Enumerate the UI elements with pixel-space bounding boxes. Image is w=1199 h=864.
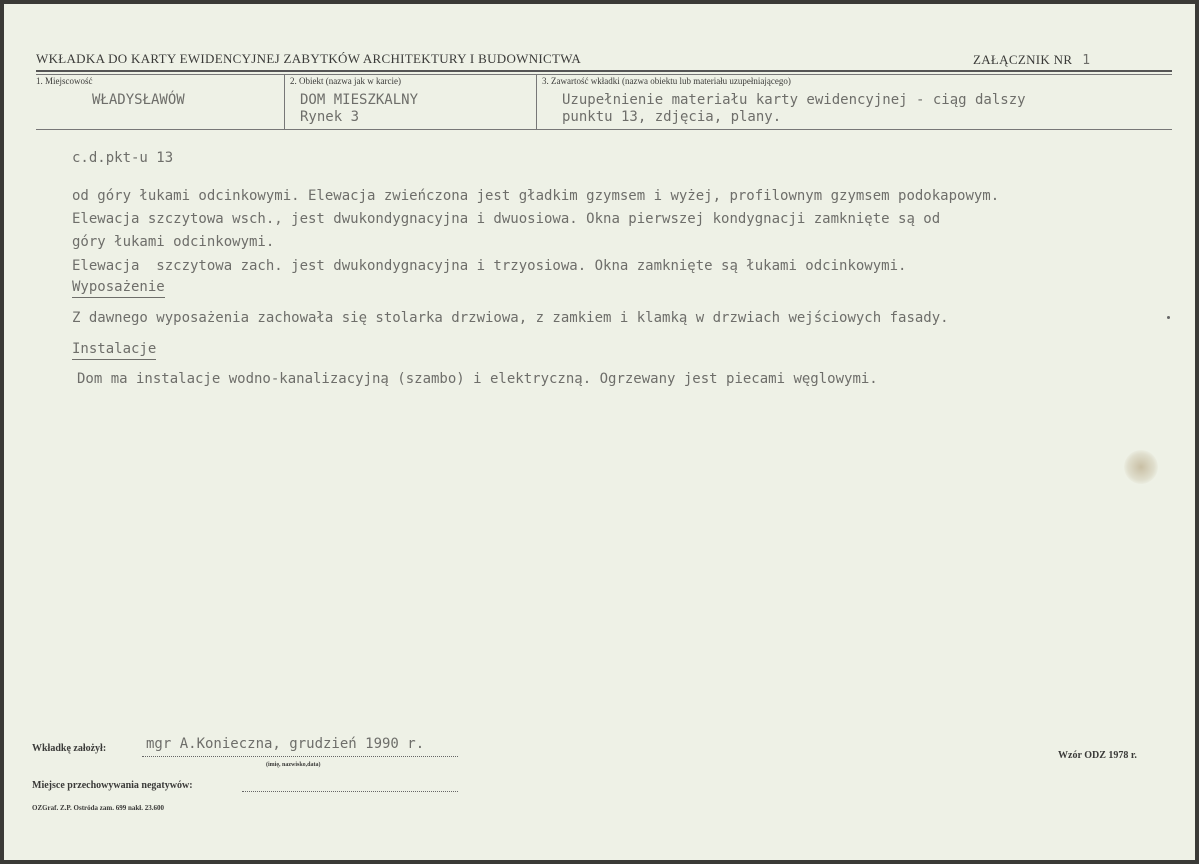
founded-hint: (imię, nazwisko,data) <box>266 762 321 768</box>
field-divider-2 <box>536 74 537 130</box>
annex-number: 1 <box>1082 53 1091 68</box>
founded-value: mgr A.Konieczna, grudzień 1990 r. <box>146 736 425 752</box>
fields-bottom-rule <box>36 129 1172 130</box>
contents-value-line1: Uzupełnienie materiału karty ewidencyjnej - ciąg dalszy <box>562 92 1026 108</box>
body-line-2: Elewacja szczytowa wsch., jest dwukondygnacyjna i dwuosiowa. Okna pierwszej kondygnacji zamknięte są od <box>72 211 941 227</box>
body-line-4: Elewacja szczytowa zach. jest dwukondygnacyjna i trzyosiowa. Okna zamknięte są łukami odcinkowymi. <box>72 258 907 274</box>
field-divider-1 <box>284 74 285 130</box>
object-value-line1: DOM MIESZKALNY <box>300 92 419 108</box>
annex-label <box>973 52 1090 68</box>
annex-label-text: ZAŁĄCZNIK NR <box>973 52 1073 67</box>
heading-installations: Instalacje <box>72 341 156 360</box>
locality-label: 1. Miejscowość <box>36 76 93 86</box>
locality-value: WŁADYSŁAWÓW <box>92 92 185 108</box>
body-line-3: góry łukami odcinkowymi. <box>72 234 275 250</box>
storage-label: Miejsce przechowywania negatywów: <box>32 780 193 791</box>
paper-speck <box>1167 316 1170 319</box>
heading-equipment: Wyposażenie <box>72 279 165 298</box>
contents-label: 3. Zawartość wkładki (nazwa obiektu lub materiału uzupełniającego) <box>542 76 791 86</box>
body-line-1: od góry łukami odcinkowymi. Elewacja zwieńczona jest gładkim gzymsem i wyżej, profilownym gzymsem podokapowym. <box>72 188 1000 204</box>
continuation-note: c.d.pkt-u 13 <box>72 150 174 166</box>
installations-text: Dom ma instalacje wodno-kanalizacyjną (szambo) i elektryczną. Ogrzewany jest piecami węglowymi. <box>77 371 878 387</box>
contents-value-line2: punktu 13, zdjęcia, plany. <box>562 109 782 125</box>
founded-label: Wkładkę założył: <box>32 743 107 754</box>
founded-line <box>142 756 458 757</box>
object-label: 2. Obiekt (nazwa jak w karcie) <box>290 76 401 86</box>
pattern-number: Wzór ODZ 1978 r. <box>1058 750 1137 761</box>
paper-stain <box>1124 450 1158 484</box>
print-info: OZGraf. Z.P. Ostróda zam. 699 nakł. 23.600 <box>32 804 164 812</box>
object-value-line2: Rynek 3 <box>300 109 360 125</box>
header-rule-thick <box>36 70 1172 72</box>
document-sheet <box>4 4 1195 860</box>
header-rule-thin <box>36 74 1172 75</box>
storage-line <box>242 791 458 792</box>
document-title: WKŁADKA DO KARTY EWIDENCYJNEJ ZABYTKÓW ARCHITEKTURY I BUDOWNICTWA <box>36 51 582 66</box>
equipment-text: Z dawnego wyposażenia zachowała się stolarka drzwiowa, z zamkiem i klamką w drzwiach wejściowych fasady. <box>72 310 949 326</box>
